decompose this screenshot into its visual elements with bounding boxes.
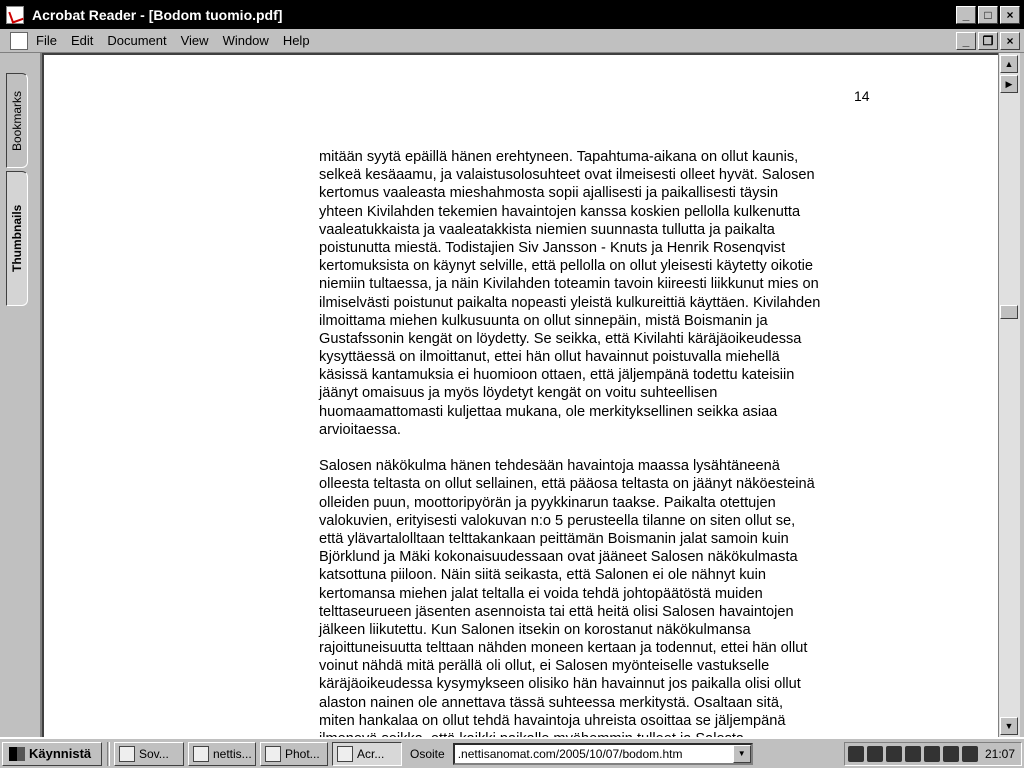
task-button-nettis[interactable] [188, 742, 256, 766]
start-label: Käynnistä [29, 746, 92, 761]
window-title: Acrobat Reader - [Bodom tuomio.pdf] [32, 6, 283, 23]
menu-window[interactable]: Window [222, 33, 269, 48]
clock[interactable]: 21:07 [984, 747, 1015, 761]
tab-bookmarks[interactable]: Bookmarks [6, 73, 28, 168]
address-value[interactable]: .nettisanomat.com/2005/10/07/bodom.htm [457, 746, 683, 761]
title-bar [0, 0, 1024, 29]
text-line: jälkeen liikutettu. Kun Salonen itsekin on korostanut näkökulmansa [319, 621, 751, 638]
minimize-button[interactable]: _ [956, 6, 976, 24]
tray-icon[interactable] [867, 746, 883, 762]
app-icon [193, 746, 209, 762]
document-view[interactable] [42, 53, 998, 737]
text-line: olleiden puun, moottoripyörän ja pyykkinarun taakse. Paikalta otettujen [319, 494, 776, 511]
text-line: käräjäoikeudessa kysymykseen olisiko hän havainnut jos paikalla olisi ollut [319, 676, 801, 693]
text-line: kertomus vaaleasta mieshahmosta sopii ajallisesti ja paikallisesti täysin [319, 185, 779, 202]
task-label: nettis... [213, 746, 252, 761]
document-body [319, 148, 899, 748]
doc-minimize-button[interactable]: _ [956, 32, 976, 50]
text-line: miten hankalaa on ollut tehdä havaintoja uhreista osoittaa se jäljempänä [319, 712, 786, 729]
tray-icon[interactable] [943, 746, 959, 762]
text-line: niemiin tultaessa, ja näin Kivilahden toteamin tavoin kiireesti liikkunut mies on [319, 276, 819, 293]
text-line: yhteen Kivilahden tekemien havaintojen kanssa koskien pellolla kulkenutta [319, 203, 801, 220]
tray-icon[interactable] [962, 746, 978, 762]
text-line: ilmiselvästi poistunut paikalta nopeasti yleistä kulkureittiä käyttäen. Kivilahden [319, 294, 821, 311]
text-line: kysyttäessä on ilmoittanut, ettei hän ollut havainnut poistuvalla miehellä [319, 349, 780, 366]
doc-close-button[interactable]: × [1000, 32, 1020, 50]
app-icon [119, 746, 135, 762]
text-line: vaaleatukkaista ja vaaleatakkista niemien suunnasta tullutta ja paikalta [319, 221, 775, 238]
taskbar [0, 737, 1024, 768]
address-field[interactable] [453, 743, 753, 765]
windows-flag-icon [9, 747, 25, 761]
task-button-acrobat[interactable] [332, 742, 402, 766]
text-line: rajoittuneisuutta telttaan nähden moneen kertaan ja todennut, ettei hän ollut [319, 640, 808, 657]
text-line: valokuvien, erityisesti valokuvan n:o 5 perusteella tilanne on siten ollut se, [319, 512, 796, 529]
task-label: Sov... [139, 746, 169, 761]
text-line: kertomansa miehen jalat teltalla ei voida tehdä johtopäätöstä muiden [319, 585, 763, 602]
text-line: kertomuksista on käynyt selville, että pellolla on ollut yleisesti käytetty oikotie [319, 258, 813, 275]
app-icon [265, 746, 281, 762]
menu-file[interactable]: File [36, 33, 57, 48]
text-line: huomaamattomasti kuljettaa mukana, ole merkityksellinen seikka asiaa [319, 403, 778, 420]
chevron-down-icon[interactable]: ▼ [733, 745, 751, 763]
menu-document[interactable]: Document [107, 33, 167, 48]
text-line: että ylävartalolltaan telttakankaan peittämän Boismanin jalat samoin kuin [319, 530, 789, 547]
text-line: Gustafssonin kengät on löydetty. Se seikka, että Kivilahti käräjäoikeudessa [319, 330, 802, 347]
taskbar-separator [107, 742, 110, 766]
text-line: mitään syytä epäillä hänen erehtyneen. Tapahtuma-aikana on ollut kaunis, [319, 149, 799, 165]
acrobat-app-icon[interactable] [6, 6, 24, 24]
page-number: 14 [854, 88, 870, 104]
text-line: jäänyt omaisuus ja myös löydetyt kengät on voitu suhteellisen [319, 385, 718, 402]
text-line: ilmoittama miehen kulkusuunta on ollut sinnepäin, mistä Boismanin ja [319, 312, 768, 329]
menu-view[interactable]: View [180, 33, 209, 48]
text-line: arvioitaessa. [319, 421, 401, 438]
text-line: käsissä kantamuksia ei huomioon ottaen, että jäljempänä todettu kateisiin [319, 367, 795, 384]
task-button-sov[interactable] [114, 742, 184, 766]
scroll-thumb[interactable] [1000, 305, 1018, 319]
tray-icon[interactable] [848, 746, 864, 762]
system-tray [844, 742, 1022, 766]
text-line: Björklund ja Mäki kokonaisuudessaan ovat jääneet Salosen näkökulmasta [319, 549, 798, 566]
text-line: katsottuna piiloon. Näin siitä seikasta, että Salonen ei ole nähnyt kuin [319, 567, 767, 584]
tab-thumbnails[interactable]: Thumbnails [6, 171, 28, 306]
vertical-scrollbar[interactable] [998, 53, 1020, 737]
text-line: olleesta teltasta on ollut sellainen, että pääosa teltasta on jäänyt näköesteinä [319, 476, 815, 493]
scroll-down-icon[interactable]: ▼ [1000, 717, 1018, 735]
speaker-icon[interactable] [905, 746, 921, 762]
tray-icon[interactable] [924, 746, 940, 762]
start-button[interactable] [2, 742, 102, 766]
task-label: Phot... [285, 746, 320, 761]
text-line: alaston nainen ole annettava tässä suhteessa merkitystä. Osaltaan sitä, [319, 694, 784, 711]
address-label: Osoite [410, 746, 445, 761]
menu-bar [0, 29, 1024, 53]
navigation-panel [0, 53, 42, 737]
text-line: telttaseurueen jäsenten asennoista tai että heitä olisi Salosen havaintojen [319, 603, 794, 620]
menu-help[interactable]: Help [282, 33, 310, 48]
text-line: selkeä kesäaamu, ja valaistusolosuhteet ovat ilmeisesti olleet hyvät. Salosen [319, 167, 815, 184]
maximize-button[interactable]: □ [978, 6, 998, 24]
task-label: Acr... [357, 746, 385, 761]
scroll-up-icon[interactable]: ▲ [1000, 55, 1018, 73]
close-button[interactable]: × [1000, 6, 1020, 24]
text-line: voinut nähdä mitä perällä oli ollut, ei Salosen myönteiselle vastukselle [319, 658, 770, 675]
text-line: poistunutta miestä. Todistajien Siv Jansson - Knuts ja Henrik Rosenqvist [319, 239, 786, 256]
document-icon[interactable] [10, 32, 28, 50]
menu-edit[interactable]: Edit [70, 33, 94, 48]
text-line: Salosen näkökulma hänen tehdesään havaintoja maassa lysähtäneenä [319, 458, 780, 475]
task-button-photo[interactable] [260, 742, 328, 766]
doc-restore-icon[interactable]: ❐ [978, 32, 998, 50]
acrobat-icon [337, 746, 353, 762]
expand-right-icon[interactable]: ▶ [1000, 75, 1018, 93]
tray-icon[interactable] [886, 746, 902, 762]
